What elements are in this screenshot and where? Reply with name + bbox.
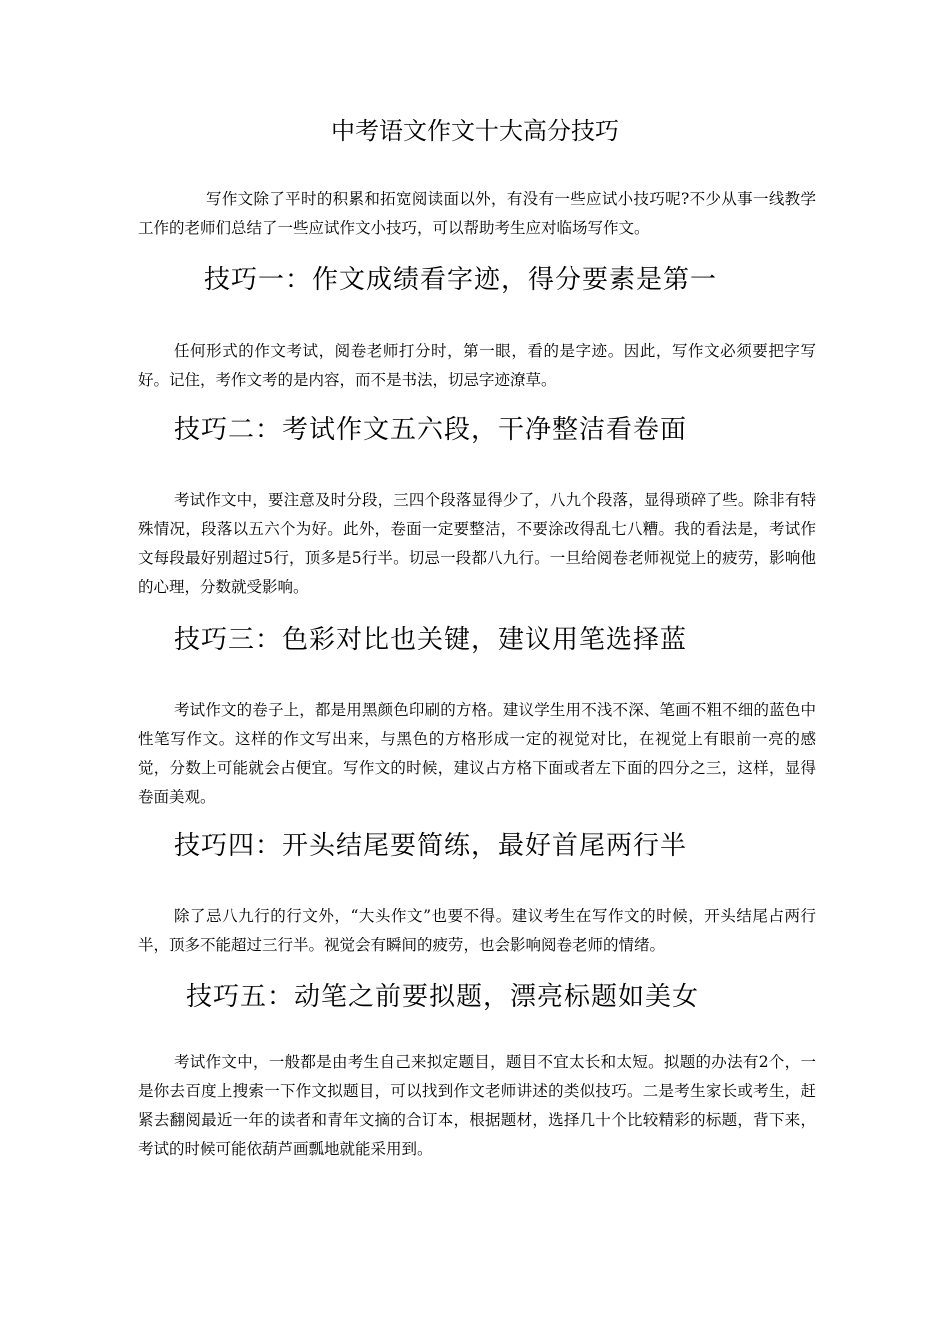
section-body-5: 考试作文中，一般都是由考生自己来拟定题目，题目不宜太长和太短。拟题的办法有2个，一是你去百度上搜索一下作文拟题目，可以找到作文老师讲述的类似技巧。二是考生家长或考生，赶紧去翻阅最近一年的读者和青年文摘的合订本，根据题材，选择几十个比较精彩的标题，背下来，考试的时候可能依葫芦画瓢地就能采用到。	[138, 1053, 816, 1158]
section-heading-5: 技巧五：动笔之前要拟题，漂亮标题如美女	[186, 982, 700, 1012]
section-heading-1: 技巧一：作文成绩看字迹，得分要素是第一	[204, 265, 718, 295]
section-heading-2: 技巧二：考试作文五六段，干净整洁看卷面	[174, 415, 688, 445]
section-body-3: 考试作文的卷子上，都是用黑颜色印刷的方格。建议学生用不浅不深、笔画不粗不细的蓝色中性笔写作文。这样的作文写出来，与黑色的方格形成一定的视觉对比，在视觉上有眼前一亮的感觉，分数上可能就会占便宜。写作文的时候，建议占方格下面或者左下面的四分之三，这样，显得卷面美观。	[138, 701, 816, 806]
section-body-2: 考试作文中，要注意及时分段，三四个段落显得少了，八九个段落，显得琐碎了些。除非有特殊情况，段落以五六个为好。此外，卷面一定要整洁，不要涂改得乱七八糟。我的看法是，考试作文每段最好别超过5行，顶多是5行半。切忌一段都八九行。一旦给阅卷老师视觉上的疲劳，影响他的心理，分数就受影响。	[138, 491, 816, 596]
intro-paragraph: 写作文除了平时的积累和拓宽阅读面以外，有没有一些应试小技巧呢?不少从事一线教学工作的老师们总结了一些应试作文小技巧，可以帮助考生应对临场写作文。	[138, 190, 816, 237]
section-heading-4: 技巧四：开头结尾要简练，最好首尾两行半	[174, 831, 688, 861]
document-title: 中考语文作文十大高分技巧	[331, 117, 619, 145]
section-body-4: 除了忌八九行的行文外，“大头作文”也要不得。建议考生在写作文的时候，开头结尾占两行半，顶多不能超过三行半。视觉会有瞬间的疲劳，也会影响阅卷老师的情绪。	[138, 907, 816, 954]
section-body-1: 任何形式的作文考试，阅卷老师打分时，第一眼，看的是字迹。因此，写作文必须要把字写好。记住，考作文考的是内容，而不是书法，切忌字迹潦草。	[138, 342, 816, 389]
section-heading-3: 技巧三：色彩对比也关键，建议用笔选择蓝	[174, 625, 688, 655]
